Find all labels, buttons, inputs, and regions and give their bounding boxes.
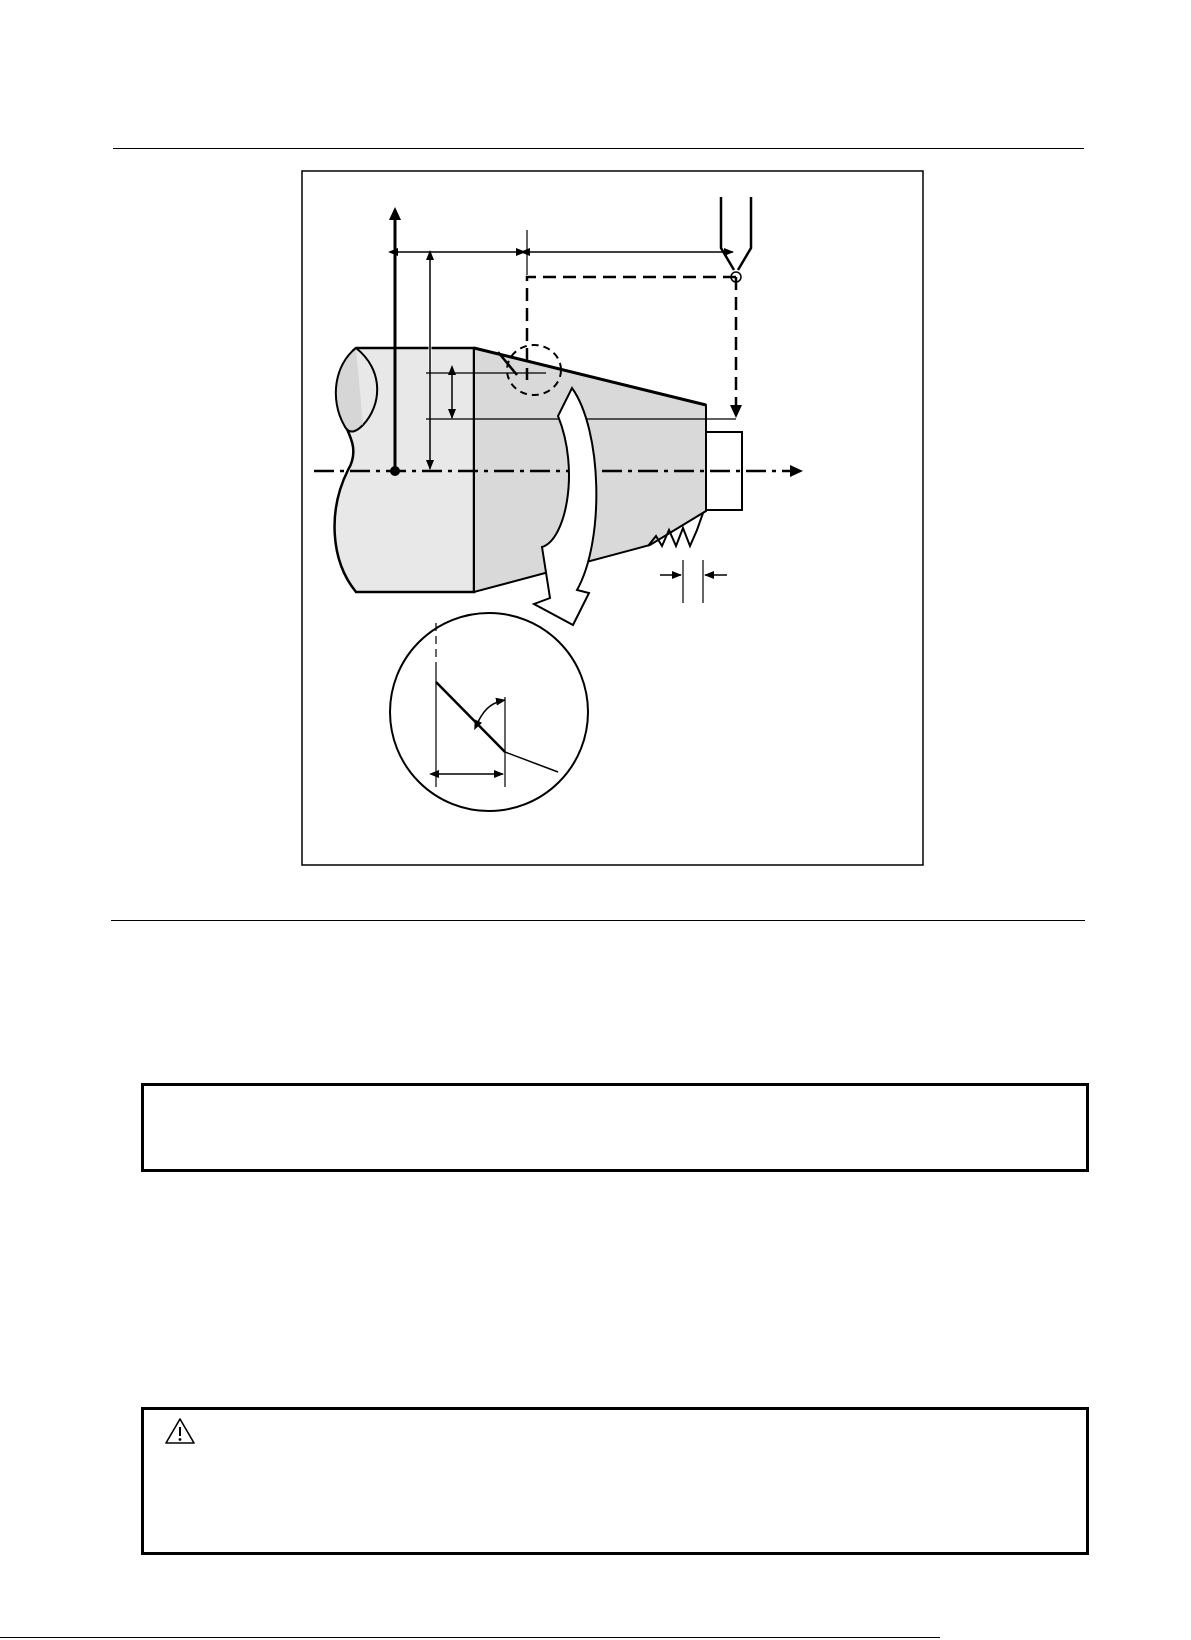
warning-triangle-icon (164, 1416, 196, 1446)
tool (721, 197, 751, 270)
bottom-rule (0, 1637, 940, 1638)
taper-thread-figure (301, 170, 924, 866)
top-rule (113, 148, 1084, 149)
notice-box (141, 1083, 1089, 1172)
origin-point (390, 466, 400, 476)
warning-box (141, 1407, 1089, 1555)
section-rule (111, 920, 1085, 921)
detail-view-circle (390, 613, 588, 811)
